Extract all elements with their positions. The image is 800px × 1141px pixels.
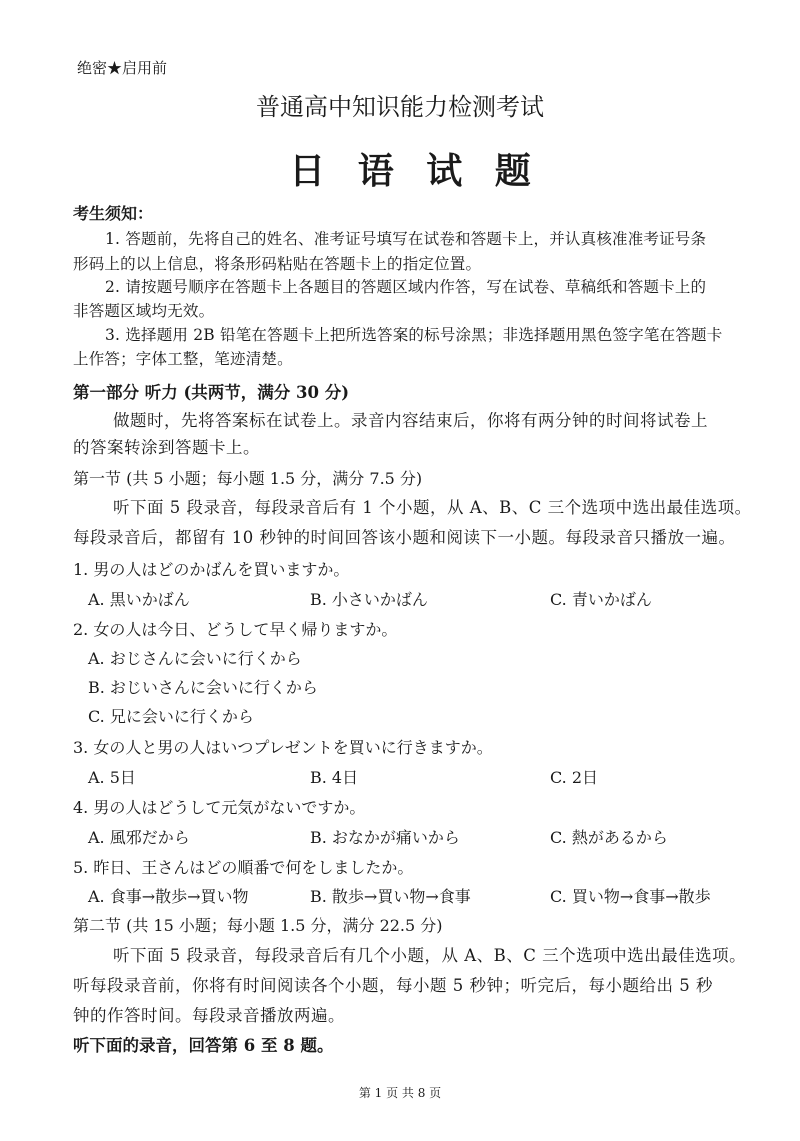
question-1-option-c: C. 青いかばん — [550, 590, 652, 609]
section2-instruction-line3: 钟的作答时间。每段录音播放两遍。 — [73, 1006, 345, 1025]
question-4-option-c: C. 熱があるから — [550, 828, 668, 847]
notice-item-3-line1: 3. 选择题用 2B 铅笔在答题卡上把所选答案的标号涂黑；非选择题用黑色签字笔在答题卡 — [105, 326, 723, 344]
notice-item-1-line2: 形码上的以上信息，将条形码粘贴在答题卡上的指定位置。 — [73, 255, 482, 273]
page-title: 日 语 试 题 — [289, 150, 541, 192]
question-5-option-a: A. 食事→散歩→買い物 — [88, 887, 249, 906]
confidential-mark: 绝密★启用前 — [77, 59, 168, 77]
question-2-option-a: A. おじさんに会いに行くから — [88, 649, 302, 668]
notice-item-3-line2: 上作答；字体工整，笔迹清楚。 — [73, 350, 293, 368]
notice-item-2-line1: 2. 请按题号顺序在答题卡上各题目的答题区域内作答，写在试卷、草稿纸和答题卡上的 — [105, 278, 707, 296]
question-4-stem: 4. 男の人はどうして元気がないですか。 — [73, 798, 366, 817]
page-number: 第 1 页 共 8 页 — [358, 1086, 442, 1100]
question-2-stem: 2. 女の人は今日、どうして早く帰りますか。 — [73, 620, 398, 639]
part1-intro-line2: 的答案转涂到答题卡上。 — [73, 438, 260, 457]
question-3-option-a: A. 5日 — [88, 768, 136, 787]
section2-heading: 第二节 (共 15 小题；每小题 1.5 分，满分 22.5 分) — [73, 916, 443, 935]
question-5-option-c: C. 買い物→食事→散歩 — [550, 887, 711, 906]
question-5-option-b: B. 散歩→買い物→食事 — [310, 887, 471, 906]
question-2-option-b: B. おじいさんに会いに行くから — [88, 678, 318, 697]
section2-instruction-line2: 听每段录音前，你将有时间阅读各个小题，每小题 5 秒钟；听完后，每小题给出 5 秒 — [73, 976, 713, 995]
question-2-option-c: C. 兄に会いに行くから — [88, 707, 254, 726]
notice-item-1-line1: 1. 答题前，先将自己的姓名、准考证号填写在试卷和答题卡上，并认真核准准考证号条 — [105, 230, 707, 248]
question-3-stem: 3. 女の人と男の人はいつプレゼントを買いに行きますか。 — [73, 738, 493, 757]
question-5-stem: 5. 昨日、王さんはどの順番で何をしましたか。 — [73, 858, 414, 877]
question-3-option-c: C. 2日 — [550, 768, 599, 787]
part1-intro-line1: 做题时，先将答案标在试卷上。录音内容结束后，你将有两分钟的时间将试卷上 — [113, 411, 708, 430]
section2-instruction-line1: 听下面 5 段录音，每段录音后有几个小题，从 A、B、C 三个选项中选出最佳选项。 — [113, 946, 747, 965]
question-1-stem: 1. 男の人はどのかばんを買いますか。 — [73, 560, 350, 579]
question-4-option-b: B. おなかが痛いから — [310, 828, 460, 847]
section1-heading: 第一节 (共 5 小题；每小题 1.5 分，满分 7.5 分) — [73, 469, 423, 488]
question-3-option-b: B. 4日 — [310, 768, 359, 787]
notice-heading: 考生须知： — [73, 204, 154, 223]
notice-item-2-line2: 非答题区域均无效。 — [73, 302, 215, 320]
section1-instruction-line2: 每段录音后，都留有 10 秒钟的时间回答该小题和阅读下一小题。每段录音只播放一遍。 — [73, 528, 736, 547]
question-1-option-a: A. 黒いかばん — [88, 590, 190, 609]
question-4-option-a: A. 風邪だから — [88, 828, 190, 847]
part1-heading: 第一部分 听力 (共两节，满分 30 分) — [73, 383, 350, 402]
section2-subheading: 听下面的录音，回答第 6 至 8 题。 — [73, 1036, 334, 1055]
exam-name: 普通高中知识能力检测考试 — [256, 93, 544, 121]
section1-instruction-line1: 听下面 5 段录音，每段录音后有 1 个小题，从 A、B、C 三个选项中选出最佳选项。 — [113, 498, 752, 517]
question-1-option-b: B. 小さいかばん — [310, 590, 428, 609]
